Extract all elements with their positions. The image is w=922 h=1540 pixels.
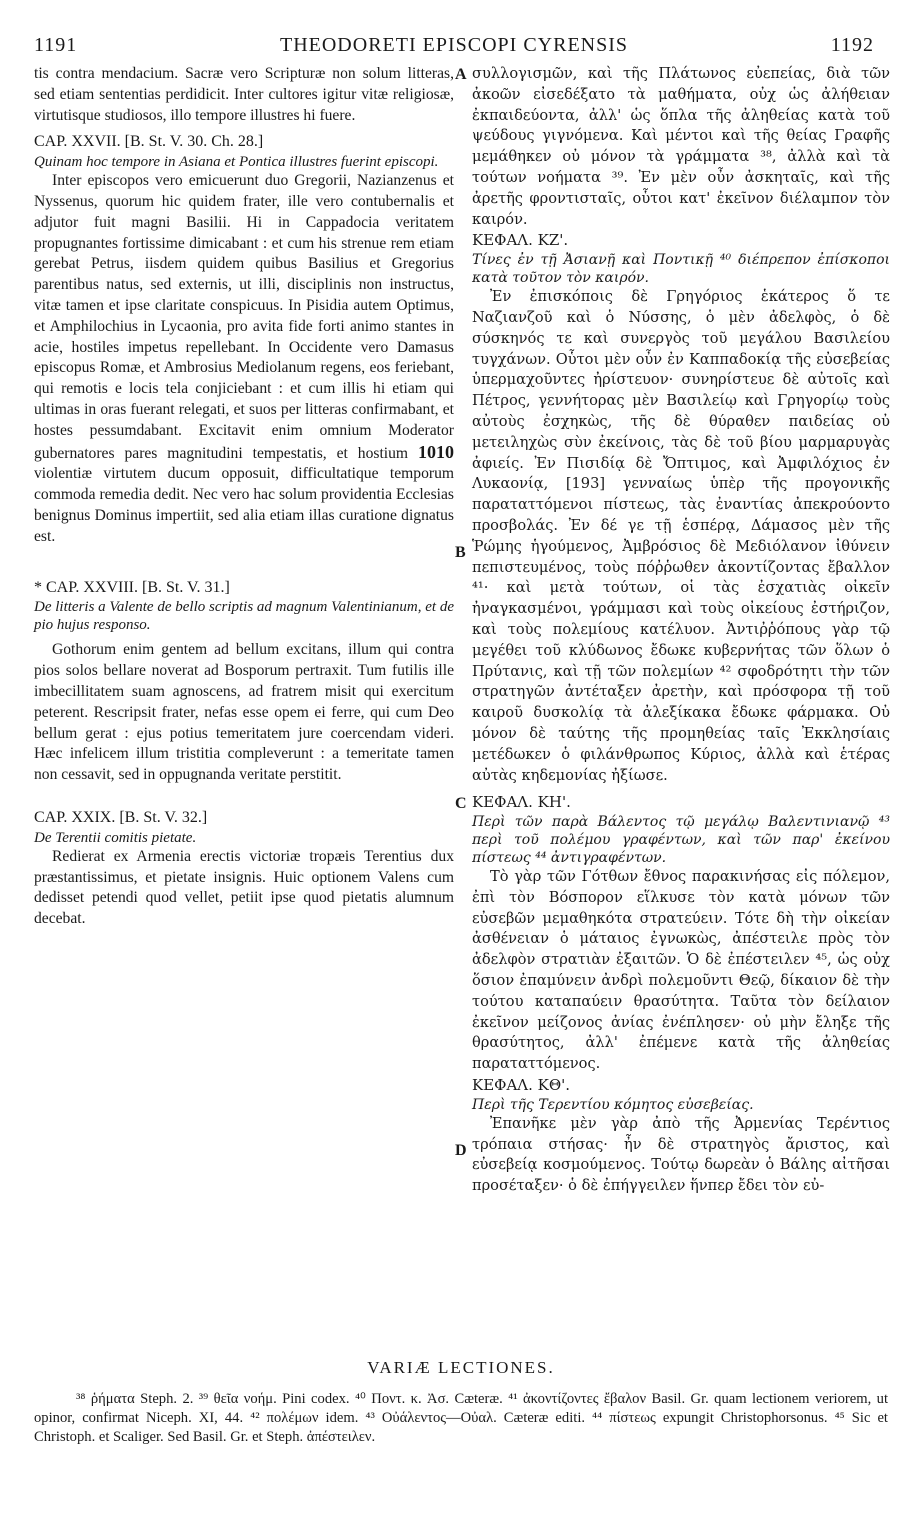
page-number-right: 1192 <box>830 34 874 56</box>
greek-cap29-text: Ἐπανῆκε μὲν γὰρ ἀπὸ τῆς Ἀρμενίας Τερέντιος τρόπαια στήσας· ἦν δὲ στρατηγὸς ἄριστος, καὶ εὐσεβείᾳ κοσμούμενος. Τούτῳ δωρεὰν ὁ Βάλης αἰτῆσαι προσέταξεν· ὁ δὲ ἐπήγγειλεν ἥνπερ ἔδει τὸν εὐ- <box>472 1114 890 1195</box>
greek-cap29-title: ΚΕΦΑΛ. ΚΘ'. <box>472 1076 571 1095</box>
running-title: THEODORETI EPISCOPI CYRENSIS <box>279 34 629 56</box>
latin-cap28-title: * CAP. XXVIII. [B. St. V. 31.] <box>34 578 230 596</box>
greek-cap27-text: Ἐν ἐπισκόποις δὲ Γρηγόριος ἑκάτερος ὅ τε Ναζιανζοῦ καὶ ὁ Νύσσης, ὁ μὲν ἀδελφὸς, ὁ δὲ σύσκηνός τε καὶ συνεργὸς τοῦ μεγάλου Βασιλείου τυγχάνων. Οὗτοι μὲν οὖν ἐν Καππαδοκίᾳ τῆς εὐσεβείας ὑπερμαχοῦντες ἠρίστευον· συνηρίστευε δὲ αὐτοῖς καὶ Πέτρος, γεννήτορας μὲν Βασιλείῳ καὶ Γρηγορίῳ τοὺς αὐτοὺς ἐσχηκὼς, τῆς δὲ θύραθεν παιδείας οὐ μετειληχὼς σὺν ἐκείνοις, τὰς δὲ τοῦ βίου μαρμαρυγὰς ἀφιείς. Ἐν Πισιδίᾳ δὲ Ὄπτιμος, καὶ Ἀμφιλόχιος ἐν Λυκαονίᾳ, [193] γενναίως ὑπὲρ τῆς προγονικῆς παραταττόμενοι πίστεως, τὰς ἐναντίας ἀπεκρούοντο προσβολάς. Ἐν δέ γε τῇ ἑσπέρᾳ, Δάμασος μὲν τῆς Ῥώμης ἡγούμενος, Ἀμβρόσιος δὲ Μεδιόλανον ἰθύνειν πεπιστευμένος, τοὺς πόῤῥωθεν ἀκοντίζοντας ἔβαλλον ⁴¹· καὶ μετὰ τούτων, οἱ τὰς ἐσχατιὰς οἰκεῖν ἠναγκασμένοι, γράμμασι καὶ τοὺς οἰκείους ἐστήριζον, καὶ τοὺς πολεμίους κατέλυον. Ἀντιῤῥόπους γὰρ τῷ μεγέθει τοῦ κλύδωνος ἔδωκε κυβερνήτας τῶν ὅλων ὁ Πρύτανις, καὶ τῇ τῶν πολεμίων ⁴² σφοδρότητι τὴν τῶν στρατηγῶν ἀντέταξεν ἀρετὴν, καὶ πρόσφορα τῇ τοῦ καιροῦ δυσκολίᾳ τὰ ἀλεξίκακα ἔδωκε φάρμακα. Οὐ μόνον δὲ ταύτης τῆς προμηθείας ταῖς Ἐκκλησίαις μετέδωκεν ὁ φιλάνθρωπος Κύριος, ἀλλὰ καὶ ἑτέρας αὐτὰς κηδεμονίας ἠξίωσε. <box>472 288 890 784</box>
greek-cap28-text: Τὸ γὰρ τῶν Γότθων ἔθνος παρακινήσας εἰς πόλεμον, ἐπὶ τὸν Βόσπορον εἵλκυσε τὸν κατὰ μόνων τῶν εὐσεβῶν μεμαθηκότα στρατεύειν. Τότε δὴ τὴν οἰκείαν ἀσθένειαν ὁ μάταιος ἐγνωκὼς, ἀπέστειλε πρὸς τὸν ἀδελφὸν στρατιὰν ἐξαιτῶν. Ὁ δὲ ἐπέστειλεν ⁴⁵, ὡς οὐχ ὅσιον ἐπαμύνειν ἀνδρὶ πολεμοῦντι Θεῷ, δίκαιον δὲ τὴν τούτου καταπαύειν θρασύτητα. Ταῦτα τὸν δείλαιον ἐκεῖνον μείζονος ἀνίας ἐνέπλησεν· οὐ μὴν ἔληξε τῆς θρασύτητος, ἀλλ' ἐπέμενε κατὰ τῆς ἀληθείας παραταττόμενος. <box>472 868 890 1073</box>
latin-cap28-text: Gothorum enim gentem ad bellum excitans, illum qui contra pios solos bellare noverat ad Bosporum pertraxit. Tum futilis ille imbecillitatem suam agnoscens, ad fratrem misit qui exercitum peterent. Rescripsit frater, nefas esse opem ei ferre, qui cum Deo bellum gerat : ejus potius temeritatem jure coercendam videri. Hæc infelicem illum tristitia compleverunt : a temeritate tamen non cessavit, sed in oppugnanda veritate perstitit. <box>34 641 454 784</box>
greek-column <box>472 64 890 1197</box>
greek-cap27-title: ΚΕΦΑΛ. ΚΖ'. <box>472 231 569 250</box>
variae-lectiones-title: VARIÆ LECTIONES. <box>367 1358 555 1377</box>
latin-cap29-title: CAP. XXIX. [B. St. V. 32.] <box>34 808 208 826</box>
greek-cap28-subtitle: Περὶ τῶν παρὰ Βάλεντος τῷ μεγάλῳ Βαλεντινιανῷ ⁴³ περὶ τοῦ πολέμου γραφέντων, καὶ τῶν παρ' ἐκείνου πίστεως ⁴⁴ ἀντιγραφέντων. <box>472 814 890 867</box>
latin-intro: tis contra mendacium. Sacræ vero Scripturæ non solum litteras, sed etiam sententias perdidicit. Inter cultores igitur vitæ religiosæ, virtutisque studiosos, illo tempore illustres hi fuere. <box>34 65 454 124</box>
page-number-left: 1191 <box>34 34 78 56</box>
latin-column <box>34 64 454 930</box>
latin-cap28-subtitle: De litteris a Valente de bello scriptis ad magnum Valentinianum, et de pio hujus responso. <box>34 599 454 634</box>
greek-cap27-subtitle: Τίνες ἐν τῇ Ἀσιανῇ καὶ Ποντικῇ ⁴⁰ διέπρεπον ἐπίσκοποι κατὰ τοῦτον τὸν καιρόν. <box>472 252 890 287</box>
margin-letter-c: C <box>455 795 467 812</box>
latin-cap29-subtitle: De Terentii comitis pietate. <box>34 829 197 846</box>
latin-cap27-subtitle: Quinam hoc tempore in Asiana et Pontica illustres fuerint episcopi. <box>34 154 439 171</box>
latin-cap27-title: CAP. XXVII. [B. St. V. 30. Ch. 28.] <box>34 133 264 151</box>
migne-column-number: 1010 <box>418 441 454 462</box>
variae-lectiones <box>34 1358 888 1447</box>
variae-lectiones-text: ³⁸ ῥήματα Steph. 2. ³⁹ θεῖα νοήμ. Pini codex. ⁴⁰ Ποντ. κ. Ἀσ. Cæteræ. ⁴¹ ἀκοντίζοντες ἔβαλον Basil. Gr. quam lectionem veriorem, ut opinor, confirmat Niceph. XI, 44. ⁴² πολέμων idem. ⁴³ Οὐάλεντος—Οὐαλ. Cæteræ editi. ⁴⁴ πίστεως expungit Christophorsonus. ⁴⁵ Sic et Christoph. et Scaliger. Sed Basil. Gr. et Steph. ἀπέστειλεν. <box>34 1391 888 1445</box>
margin-letter-a: A <box>455 66 467 83</box>
greek-intro: συλλογισμῶν, καὶ τῆς Πλάτωνος εὐεπείας, διὰ τῶν ἀκοῶν εἰσεδέξατο τὰ μαθήματα, οὐχ ὡς ἀλήθειαν ἐκπαιδεύοντα, ἀλλ' ὡς ὅπλα τῆς ἀληθείας κατὰ τοῦ ψεύδους γιγνόμενα. Καὶ μέντοι καὶ τῆς θείας Γραφῆς μεμάθηκεν οὐ μόνον τὰ γράμματα ³⁸, ἀλλὰ καὶ τὰ τούτων νοήματα ³⁹. Ἐν μὲν οὖν ἀσκηταῖς, καὶ τῆς ἀρετῆς φροντισταῖς, οὗτοι κατ' ἐκεῖνον διέλαμπον τὸν καιρόν. <box>472 65 890 228</box>
greek-cap28-title: ΚΕΦΑΛ. ΚΗ'. <box>472 793 571 812</box>
margin-letter-b: B <box>455 544 466 561</box>
greek-cap29-subtitle: Περὶ τῆς Τερεντίου κόμητος εὐσεβείας. <box>472 1096 754 1113</box>
page-header <box>34 34 874 58</box>
margin-letter-d: D <box>455 1142 467 1159</box>
latin-cap29-text: Redierat ex Armenia erectis victoriæ tropæis Terentius dux præstantissimus, et pietate insignis. Huic optionem Valens cum dedisset petendi quod vellet, petiit ipse quod pietatis alumnum decebat. <box>34 847 454 928</box>
latin-cap27-text: Inter episcopos vero emicuerunt duo Gregorii, Nazianzenus et Nyssenus, quorum hic quidem frater, ille vero contubernalis et adjutor fuit magni Basilii. Hi in Cappadocia veritatem propugnantes fortissime dimicabant : et cum his strenue rem etiam gerebat Petrus, iisdem quidem quibus Basilius et Gregorius parentibus natus, sed externis, ut illi, disciplinis non instructus, vitæ tamen et ipse claritate conspicuus. In Pisidia autem Optimus, et Amphilochius in Lycaonia, pro avita fide forti animo stantes in acie, hostiles impetus repellebant. In Occidente vero Damasus episcopus Romæ, et Ambrosius Mediolanum regens, eos feriebant, qui remotis e locis tela conjiciebant : et cum illis hi etiam qui ultimas in oras fuerant relegati, et suos per litteras confirmabant, et hostes pessumdabant. Excitavit enim omnium Moderator gubernatores pares magnitudini tempestatis, et hostium 1010 violentiæ virtutem ducum opposuit, difficultatique temporum commoda remedia dedit. Nec vero hac solum providentia Ecclesias benignus Dominus impertiit, sed alia etiam illas curatione dignatus est. <box>34 172 454 545</box>
